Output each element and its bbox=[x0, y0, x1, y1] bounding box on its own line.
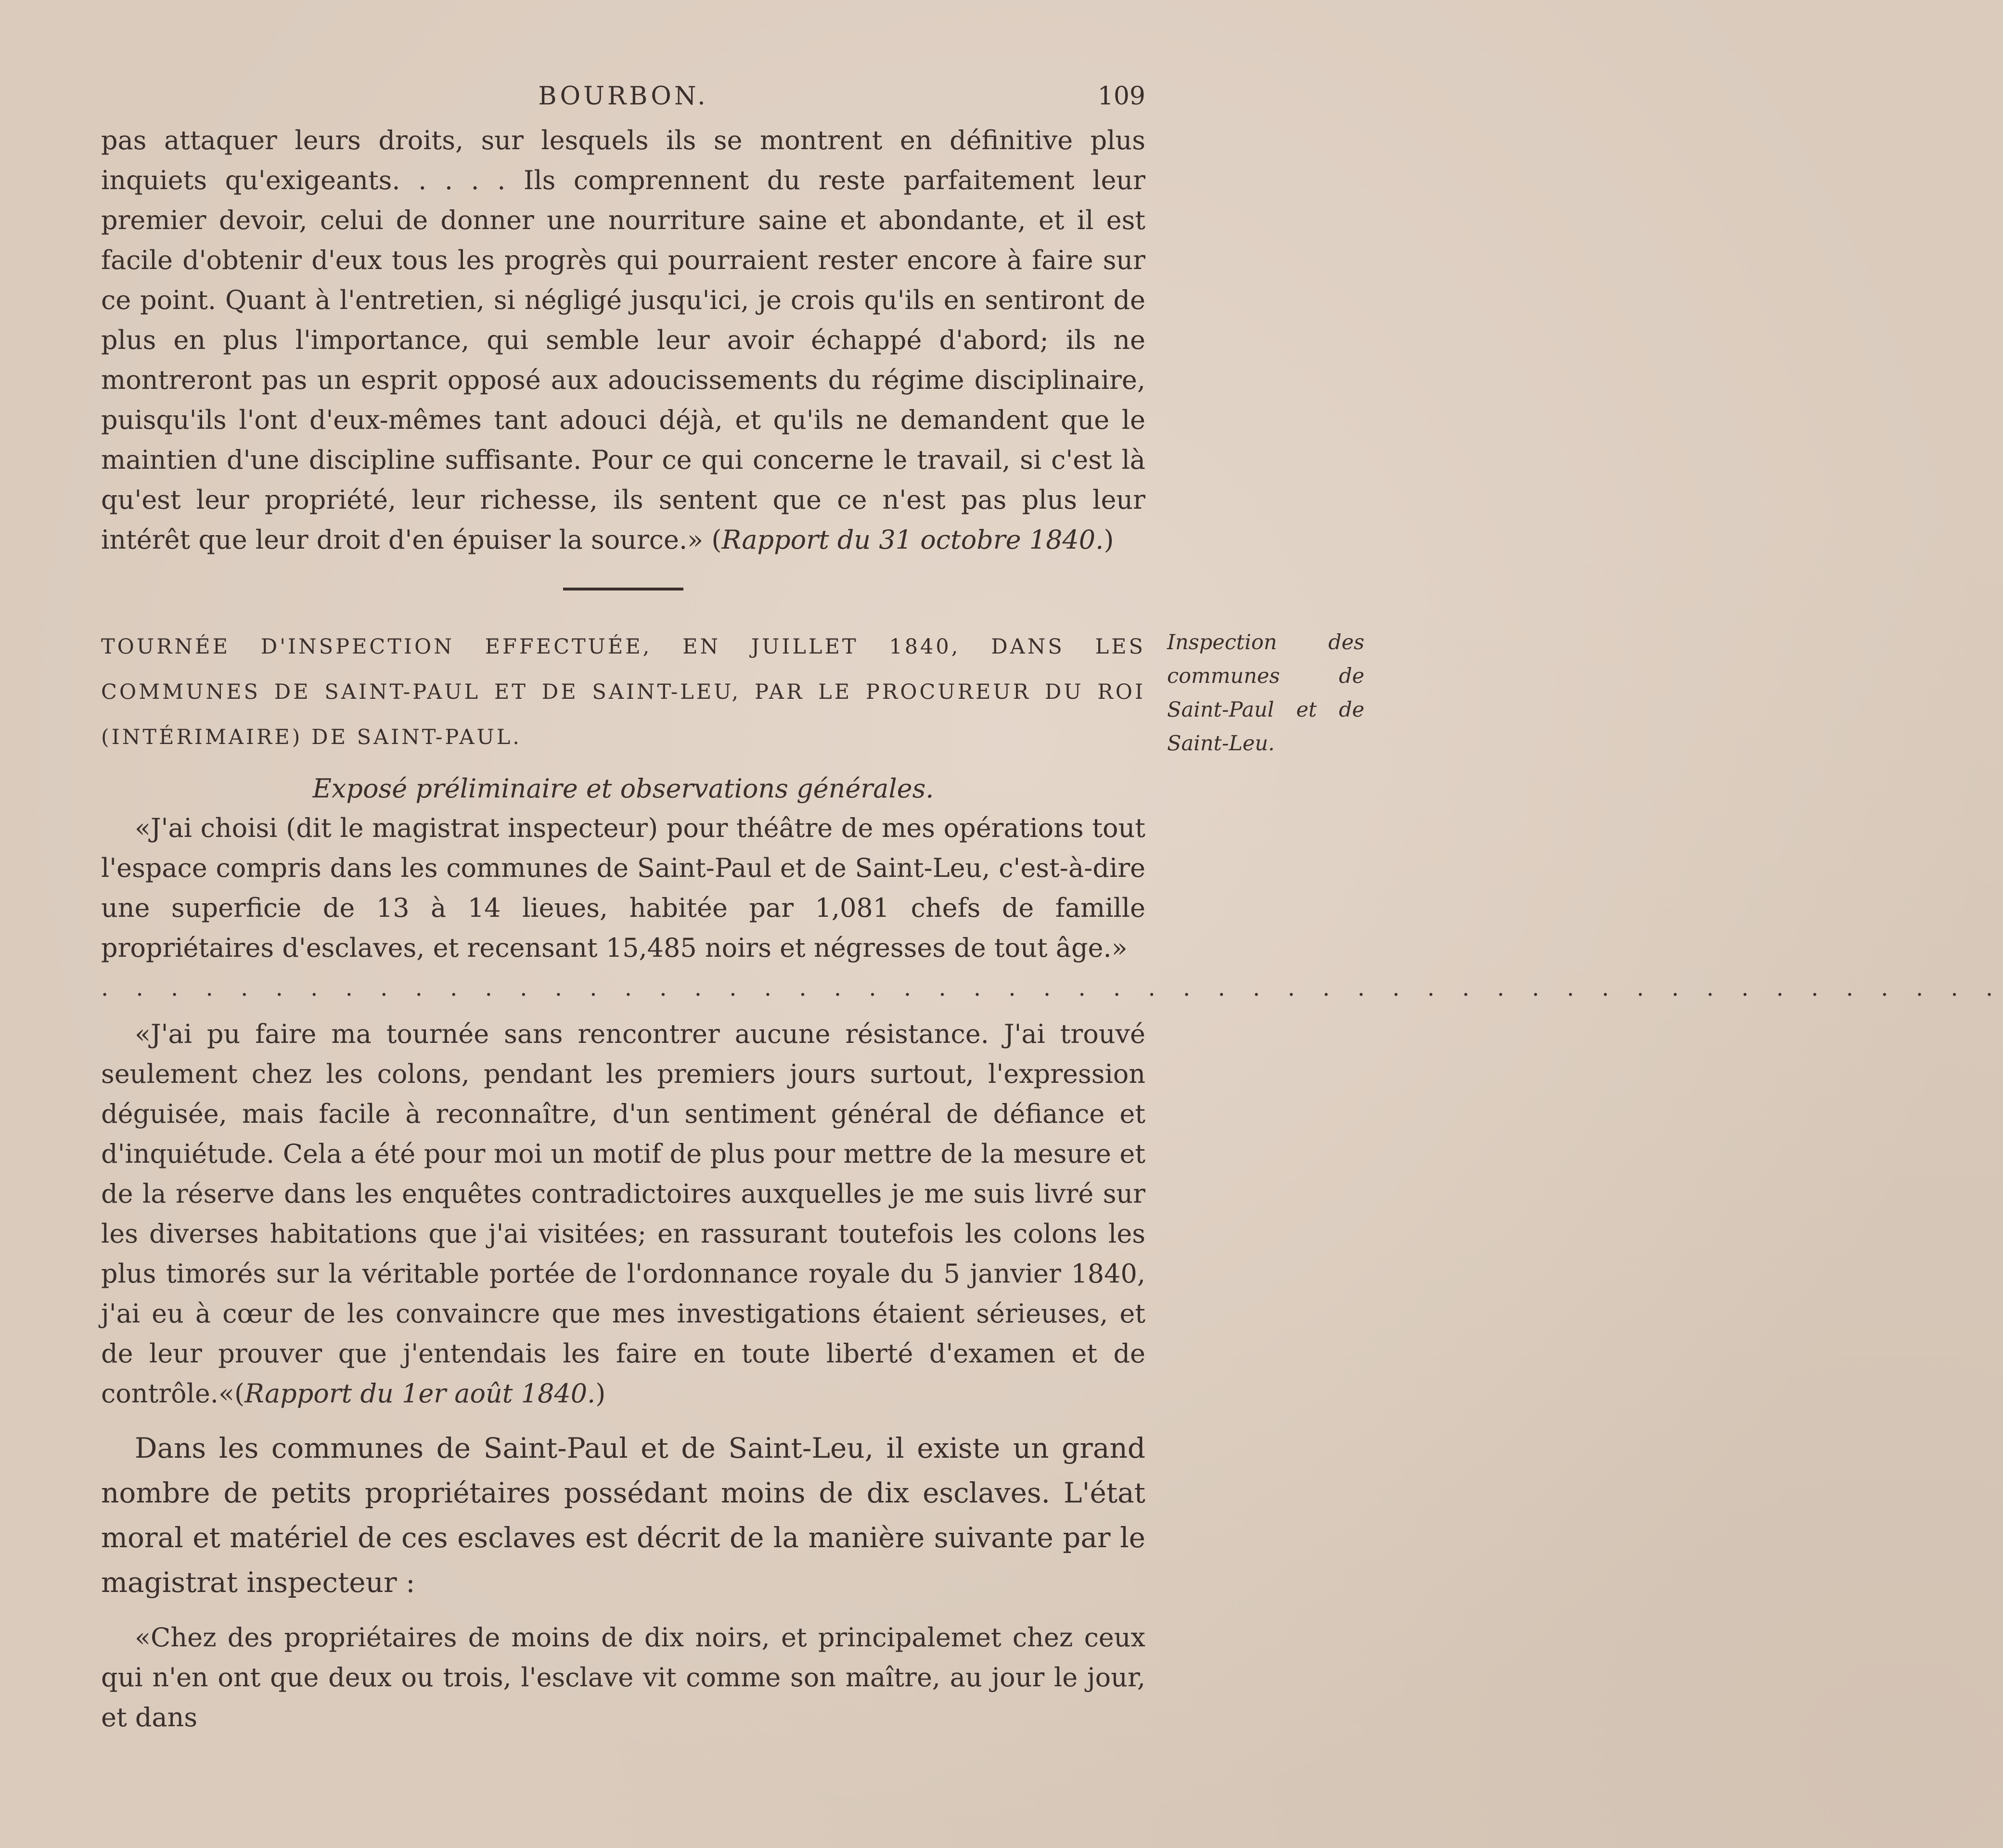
section-divider bbox=[563, 588, 683, 590]
page-number: 109 bbox=[1097, 82, 1145, 111]
opening-paragraph bbox=[101, 120, 1145, 560]
narrative-paragraph: Dans les communes de Saint-Paul et de Saint-Leu, il existe un grand nombre de petits propriétaires possédant moins de dix esclaves. L'état moral et matériel de ces esclaves est décrit de la manière suivante par le magistrat inspecteur : bbox=[101, 1432, 1145, 1599]
quote-2-text: «J'ai pu faire ma tournée sans rencontrer aucune résistance. J'ai trouvé seulement chez les colons, pendant les premiers jours surtout, l'expression déguisée, mais facile à reconnaître, d'un sentiment général de défiance et d'inquiétude. Cela a été pour moi un motif de plus pour mettre de la mesure et de la réserve dans les enquêtes contradictoires auxquelles je me suis livré sur les diverses habitations que j'ai visitées; en rassurant toutefois les colons les plus timorés sur la véritable portée de l'ordonnance royale du 5 janvier 1840, j'ai eu à cœur de les convaincre que mes investigations étaient sérieuses, et de leur prouver que j'entendais les faire en toute liberté d'examen et de contrôle.«( bbox=[101, 1019, 1145, 1409]
margin-note: Inspection des communes de Saint-Paul et de Saint-Leu. bbox=[1167, 630, 1364, 756]
opening-text: pas attaquer leurs droits, sur lesquels ils se montrent en définitive plus inquiets qu'exigeants. . . . . Ils comprennent du reste parfaitement leur premier devoir, celui de donner une nourriture saine et abondante, et il est facile d'obtenir d'eux tous les progrès qui pourraient rester encore à faire sur ce point. Quant à l'entretien, si négligé jusqu'ici, je crois qu'ils en sentiront de plus en plus l'importance, qui semble leur avoir échappé d'abord; ils ne montreront pas un esprit opposé aux adoucissements du régime disciplinaire, puisqu'ils l'ont d'eux-mêmes tant adouci déjà, et qu'ils ne demandent que le maintien d'une discipline suffisante. Pour ce qui concerne le travail, si c'est là qu'est leur propriété, leur richesse, ils sentent que ce n'est pas plus leur intérêt que leur droit d'en épuiser la source.» ( bbox=[101, 125, 1145, 555]
ellipsis-line: . . . . . . . . . . . . . . . . . . . . . . . . . . . . . . . . . . . . . . . . . . . . . . . . . . . . . . . bbox=[101, 975, 2003, 1001]
quote-paragraph-3: «Chez des propriétaires de moins de dix noirs, et principalemet chez ceux qui n'en ont que deux ou trois, l'esclave vit comme son maître, au jour le jour, et dans bbox=[101, 1622, 1145, 1732]
opening-citation: Rapport du 31 octobre 1840. bbox=[721, 525, 1104, 555]
quote-paragraph-2 bbox=[101, 1014, 1145, 1413]
running-title: BOURBON. bbox=[538, 82, 708, 111]
section-heading: TOURNÉE D'INSPECTION EFFECTUÉE, EN JUILLET 1840, DANS LES COMMUNES DE SAINT-PAUL ET DE SAINT-LEU, PAR LE PROCUREUR DU ROI (INTÉRIMAIRE) DE SAINT-PAUL. bbox=[101, 635, 1145, 749]
running-head bbox=[101, 77, 1145, 116]
quote-2-citation-close: ) bbox=[595, 1378, 606, 1409]
opening-citation-close: ) bbox=[1104, 525, 1114, 555]
quote-2-citation: Rapport du 1er août 1840. bbox=[244, 1378, 596, 1409]
section-subheading: Exposé préliminaire et observations générales. bbox=[312, 773, 934, 804]
quote-paragraph-1: «J'ai choisi (dit le magistrat inspecteur) pour théâtre de mes opérations tout l'espace compris dans les communes de Saint-Paul et de Saint-Leu, c'est-à-dire une superficie de 13 à 14 lieues, habitée par 1,081 chefs de famille propriétaires d'esclaves, et recensant 15,485 noirs et négresses de tout âge.» bbox=[101, 813, 1145, 963]
